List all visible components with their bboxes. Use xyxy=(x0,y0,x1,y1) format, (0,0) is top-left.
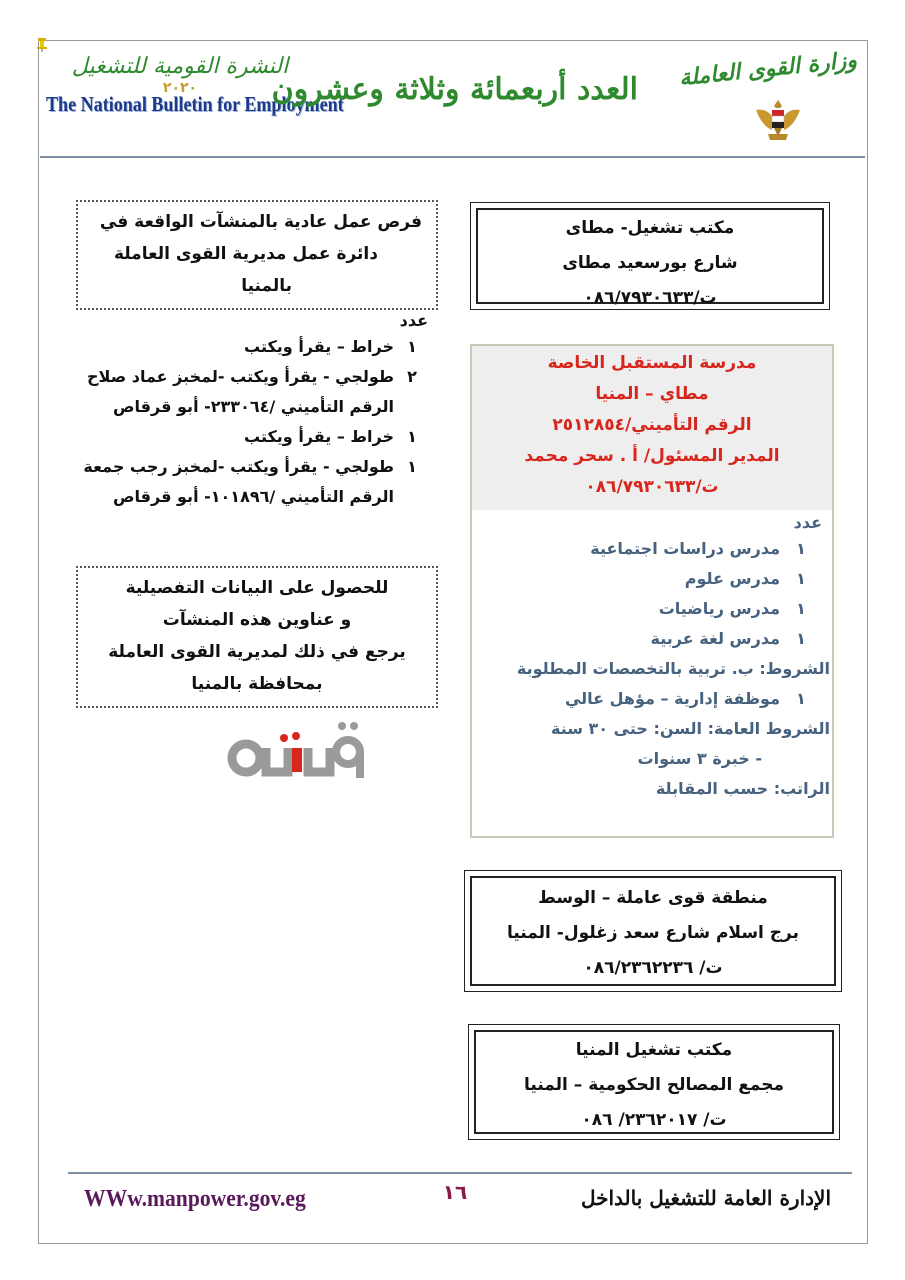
job-title: خراط – يقرأ ويكتب xyxy=(244,337,394,356)
region-office-box xyxy=(464,870,842,992)
bulletin-title-arabic: النشرة القومية للتشغيل xyxy=(71,54,289,79)
job-count: ١ xyxy=(796,689,806,708)
office-mattay-title: مكتب تشغيل- مطاى xyxy=(565,218,735,238)
job-count: ١ xyxy=(407,427,417,446)
count-header: عدد xyxy=(793,513,822,532)
footer-department: الإدارة العامة للتشغيل بالداخل xyxy=(580,1186,832,1210)
info-line2: و عناوين هذه المنشآت xyxy=(162,610,352,630)
office-mattay-address: شارع بورسعيد مطاى xyxy=(562,253,738,273)
normal-jobs-list xyxy=(70,310,430,512)
list-item xyxy=(472,534,822,564)
normal-jobs-heading-line2: دائرة عمل مديرية القوى العاملة xyxy=(113,244,378,264)
job-count: ١ xyxy=(796,599,806,618)
region-phone: ت/ ٠٨٦/٢٣٦٢٢٣٦ xyxy=(583,958,723,978)
school-salary: الراتب: حسب المقابلة xyxy=(655,779,830,798)
footer-divider xyxy=(68,1172,852,1174)
info-line3: يرجع في ذلك لمديرية القوى العاملة xyxy=(108,642,406,662)
pin-icon xyxy=(36,38,48,52)
job-title: مدرس رياضيات xyxy=(658,599,780,618)
job-count: ١ xyxy=(796,539,806,558)
office-minya-title: مكتب تشغيل المنيا xyxy=(575,1040,733,1060)
job-employer-info: الرقم التأميني /١٠١٨٩٦- أبو قرقاص xyxy=(113,487,394,506)
office-mattay-box xyxy=(470,202,830,310)
school-phone: ت/٠٨٦/٧٩٣٠٦٣٣ xyxy=(585,477,719,497)
job-count: ١ xyxy=(796,629,806,648)
school-insurance-number: الرقم التأميني/٢٥١٢٨٥٤ xyxy=(552,415,752,435)
header-divider xyxy=(40,156,865,158)
list-item xyxy=(70,332,430,362)
office-minya-box xyxy=(468,1024,840,1140)
info-line4: بمحافظة بالمنيا xyxy=(191,674,323,694)
list-item xyxy=(70,452,430,482)
office-minya-address: مجمع المصالح الحكومية – المنيا xyxy=(524,1075,784,1095)
bulletin-title-english: The National Bulletin for Employment xyxy=(46,92,344,116)
job-employer-info: الرقم التأميني /٢٣٣٠٦٤- أبو قرقاص xyxy=(113,397,394,416)
school-experience: - خبرة ٣ سنوات xyxy=(637,749,762,768)
school-job-list xyxy=(472,512,832,804)
list-item xyxy=(472,594,822,624)
job-title: طولجي - يقرأ ويكتب -لمخبز رجب جمعة xyxy=(83,457,394,476)
region-title: منطقة قوى عاملة – الوسط xyxy=(538,888,768,908)
school-manager: المدير المسئول/ أ . سحر محمد xyxy=(524,446,780,466)
page-number: ١٦ xyxy=(442,1180,468,1204)
job-title: طولجي - يقرأ ويكتب -لمخبز عماد صلاح xyxy=(87,367,394,386)
job-count: ١ xyxy=(407,337,417,356)
school-conditions: الشروط: ب. تربية بالتخصصات المطلوبة xyxy=(516,659,830,678)
normal-jobs-heading-line3: بالمنيا xyxy=(241,276,292,296)
count-header: عدد xyxy=(399,311,428,330)
job-count: ٢ xyxy=(407,367,417,386)
list-item xyxy=(70,422,430,452)
school-header xyxy=(472,346,832,510)
job-title: موظفة إدارية – مؤهل عالي xyxy=(564,689,780,708)
job-count: ١ xyxy=(407,457,417,476)
normal-jobs-heading-line1: فرص عمل عادية بالمنشآت الواقعة في xyxy=(99,212,422,232)
list-item xyxy=(472,684,822,714)
info-box xyxy=(76,566,438,708)
watermark-logo-icon xyxy=(226,712,366,782)
bulletin-year: ٢٠٢٠ xyxy=(162,80,198,96)
school-general-conditions: الشروط العامة: السن: حتى ٣٠ سنة xyxy=(550,719,830,738)
job-title: مدرس دراسات اجتماعية xyxy=(590,539,780,558)
region-address: برج اسلام شارع سعد زغلول- المنيا xyxy=(506,923,800,943)
egypt-eagle-emblem-icon xyxy=(752,96,804,146)
issue-number: العدد أربعمائة وثلاثة وعشرون xyxy=(271,72,638,107)
school-job-box xyxy=(470,344,834,838)
normal-jobs-heading-box xyxy=(76,200,438,310)
list-item xyxy=(472,564,822,594)
office-minya-phone: ت/ ٢٣٦٢٠١٧/ ٠٨٦ xyxy=(581,1110,727,1130)
school-name: مدرسة المستقبل الخاصة xyxy=(547,353,757,373)
ministry-name: وزارة القوى العاملة xyxy=(677,46,859,92)
footer-website-link[interactable]: WWw.manpower.gov.eg xyxy=(84,1186,306,1212)
job-title: خراط – يقرأ ويكتب xyxy=(244,427,394,446)
list-item xyxy=(70,362,430,392)
job-count: ١ xyxy=(796,569,806,588)
list-item xyxy=(472,624,822,654)
job-title: مدرس علوم xyxy=(684,569,780,588)
office-mattay-phone: ت/٠٨٦/٧٩٣٠٦٣٣ xyxy=(583,288,717,308)
info-line1: للحصول على البيانات التفصيلية xyxy=(125,578,389,598)
job-title: مدرس لغة عربية xyxy=(650,629,780,648)
school-location: مطاي – المنيا xyxy=(595,384,709,404)
